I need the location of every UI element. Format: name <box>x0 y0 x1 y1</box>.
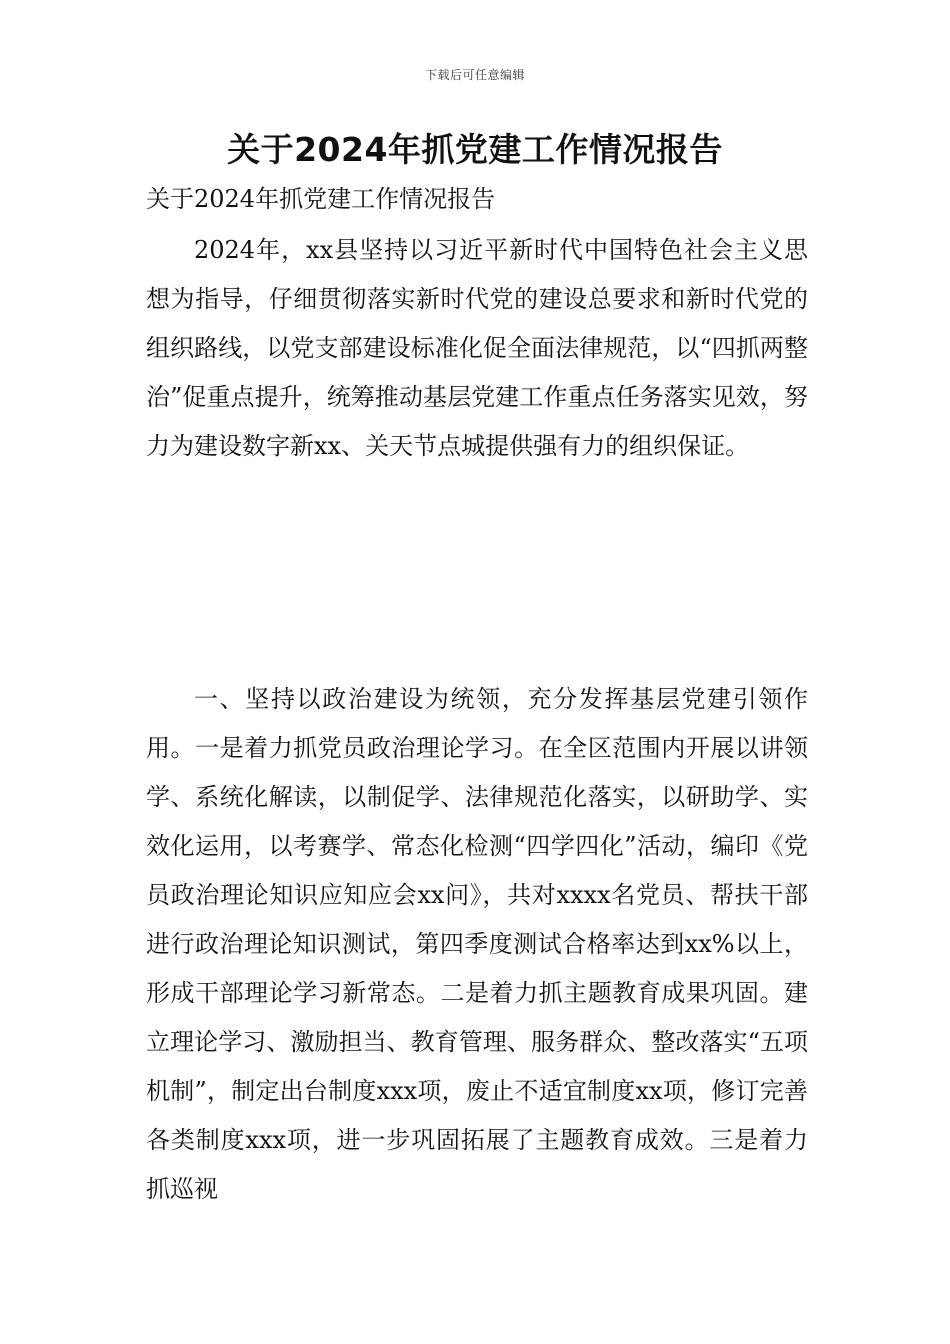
document-subtitle: 关于2024年抓党建工作情况报告 <box>146 185 496 213</box>
paragraph-section-one: 一、坚持以政治建设为统领，充分发挥基层党建引领作用。一是着力抓党员政治理论学习。在全区范围内开展以讲领学、系统化解读，以制促学、法律规范化落实，以研助学、实效化运用，以考赛学、常态化检测“四学四化”活动，编印《党员政治理论知识应知应会xx问》，共对xxxx名党员、帮扶干部进行政治理论知识测试，第四季度测试合格率达到xx%以上，形成干部理论学习新常态。二是着力抓主题教育成果巩固。建立理论学习、激励担当、教育管理、服务群众、整改落实“五项机制”，制定出台制度xxx项，废止不适宜制度xx项，修订完善各类制度xxx项，进一步巩固拓展了主题教育成效。三是着力抓巡视 <box>146 685 808 1203</box>
header-note: 下载后可任意编辑 <box>424 68 525 82</box>
paragraph-intro: 2024年，xx县坚持以习近平新时代中国特色社会主义思想为指导，仔细贯彻落实新时代党的建设总要求和新时代党的组织路线，以党支部建设标准化促全面法律规范，以“四抓两整治”促重点提升，统筹推动基层党建工作重点任务落实见效，努力为建设数字新xx、关天节点城提供强有力的组织保证。 <box>146 236 808 460</box>
document-title: 关于2024年抓党建工作情况报告 <box>227 130 723 169</box>
